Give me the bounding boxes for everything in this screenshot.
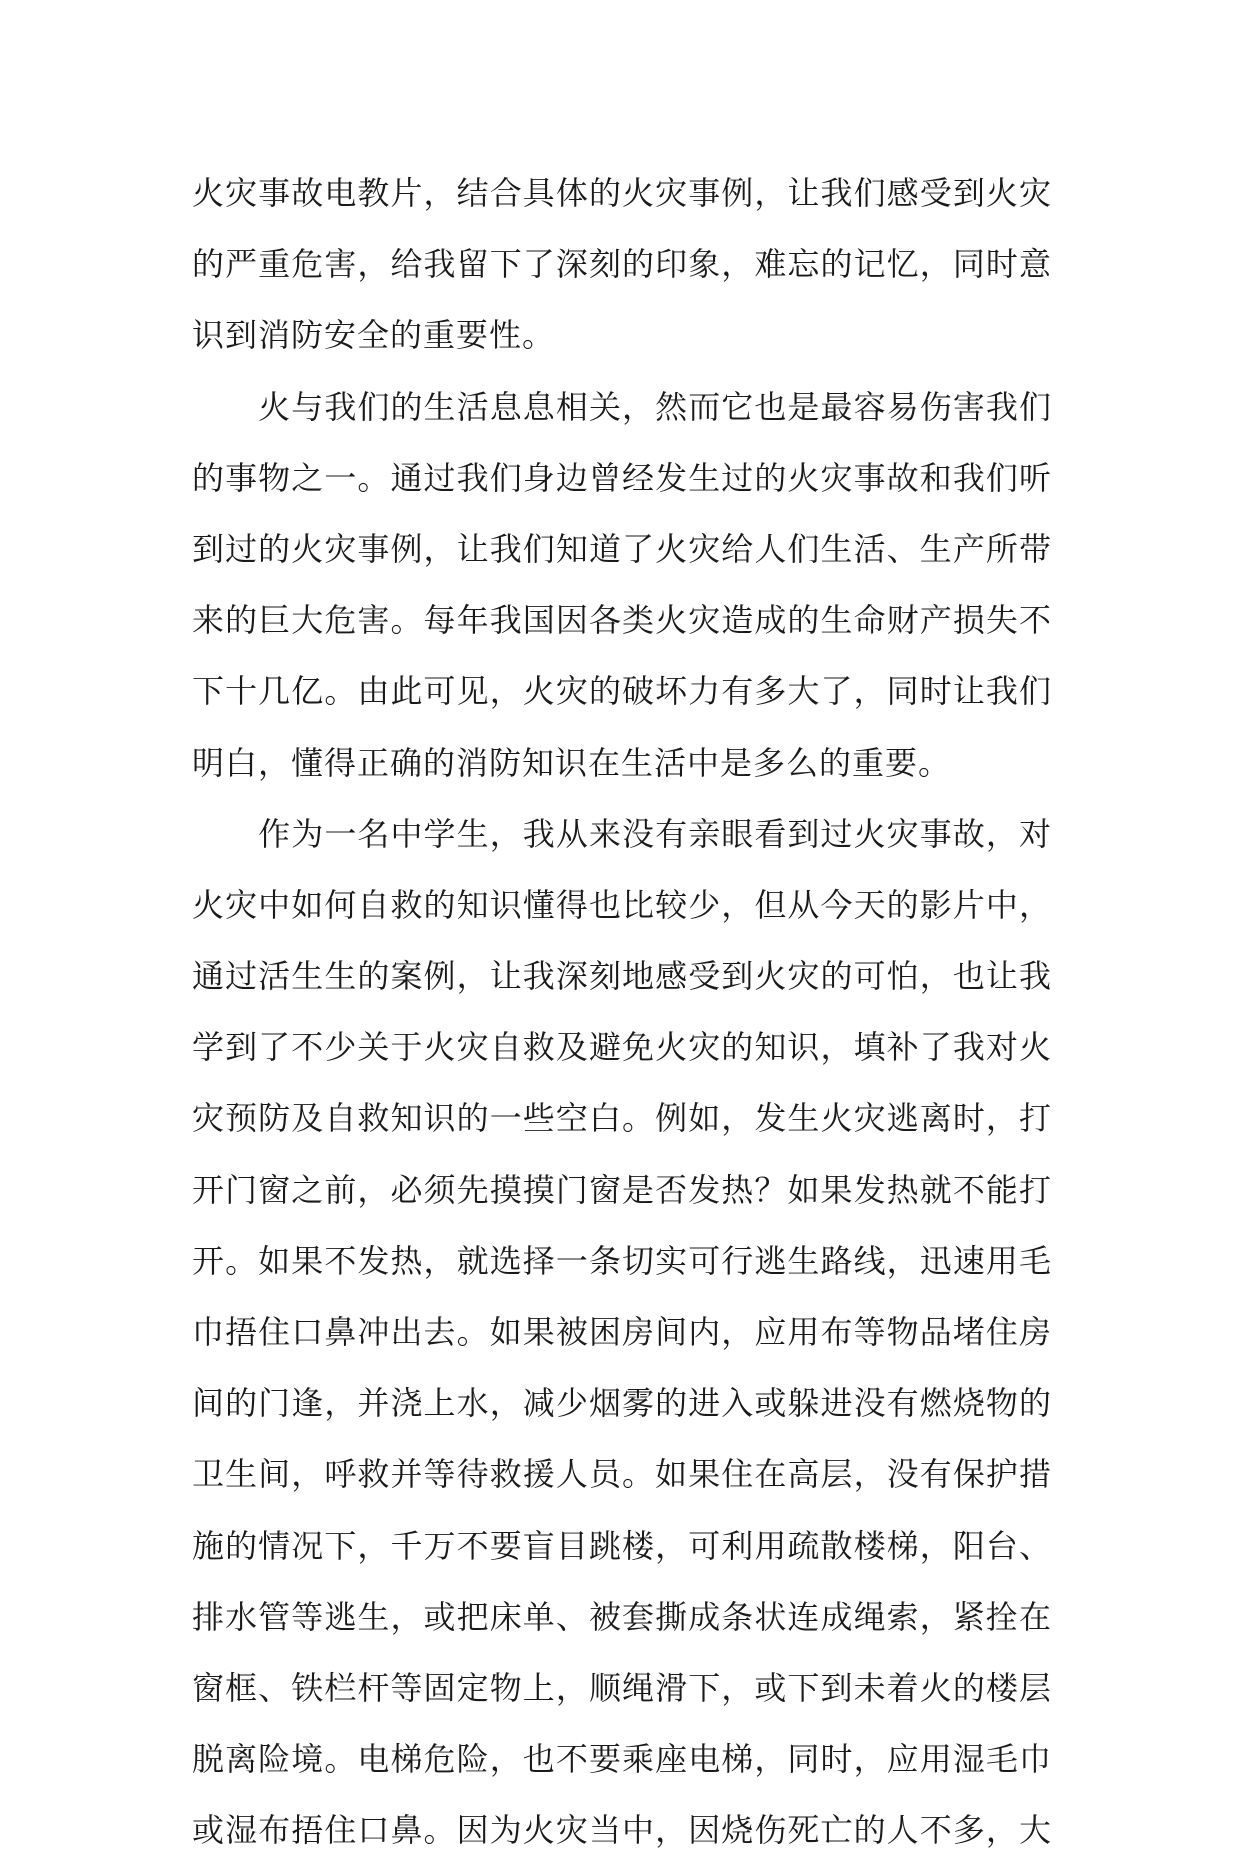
text-line: 间的门逢，并浇上水，减少烟雾的进入或躲进没有燃烧物的 [192, 1384, 1052, 1423]
body-text [192, 158, 1052, 1867]
text-line: 窗框、铁栏杆等固定物上，顺绳滑下，或下到未着火的楼层 [192, 1668, 1052, 1707]
text-line: 的严重危害，给我留下了深刻的印象，难忘的记忆，同时意 [192, 245, 1052, 284]
text-line: 火灾中如何自救的知识懂得也比较少，但从今天的影片中， [192, 885, 1052, 924]
text-line: 开。如果不发热，就选择一条切实可行逃生路线，迅速用毛 [192, 1241, 1052, 1280]
text-line: 下十几亿。由此可见，火灾的破坏力有多大了，同时让我们 [192, 672, 1052, 711]
text-line: 来的巨大危害。每年我国因各类火灾造成的生命财产损失不 [192, 601, 1052, 640]
text-line: 卫生间，呼救并等待救援人员。如果住在高层，没有保护措 [192, 1455, 1052, 1494]
text-line: 脱离险境。电梯危险，也不要乘座电梯，同时，应用湿毛巾 [192, 1740, 1052, 1779]
text-line: 开门窗之前，必须先摸摸门窗是否发热？如果发热就不能打 [192, 1170, 1052, 1209]
text-line: 到过的火灾事例，让我们知道了火灾给人们生活、生产所带 [192, 529, 1052, 568]
text-line: 明白，懂得正确的消防知识在生活中是多么的重要。 [192, 743, 952, 782]
text-line: 学到了不少关于火灾自救及避免火灾的知识，填补了我对火 [192, 1028, 1052, 1067]
text-line: 识到消防安全的重要性。 [192, 316, 556, 355]
text-line: 或湿布捂住口鼻。因为火灾当中，因烧伤死亡的人不多，大 [192, 1811, 1052, 1850]
text-line: 通过活生生的案例，让我深刻地感受到火灾的可怕，也让我 [192, 957, 1052, 996]
text-line: 火灾事故电教片，结合具体的火灾事例，让我们感受到火灾 [192, 174, 1052, 212]
text-line: 施的情况下，千万不要盲目跳楼，可利用疏散楼梯，阳台、 [192, 1526, 1052, 1565]
text-line: 作为一名中学生，我从来没有亲眼看到过火灾事故，对 [192, 814, 1052, 853]
text-line: 排水管等逃生，或把床单、被套撕成条状连成绳索，紧拴在 [192, 1597, 1052, 1636]
text-line: 巾捂住口鼻冲出去。如果被困房间内，应用布等物品堵住房 [192, 1313, 1052, 1351]
text-line: 火与我们的生活息息相关，然而它也是最容易伤害我们 [192, 387, 1052, 426]
text-line: 灾预防及自救知识的一些空白。例如，发生火灾逃离时，打 [192, 1099, 1052, 1138]
text-line: 的事物之一。通过我们身边曾经发生过的火灾事故和我们听 [192, 458, 1052, 497]
